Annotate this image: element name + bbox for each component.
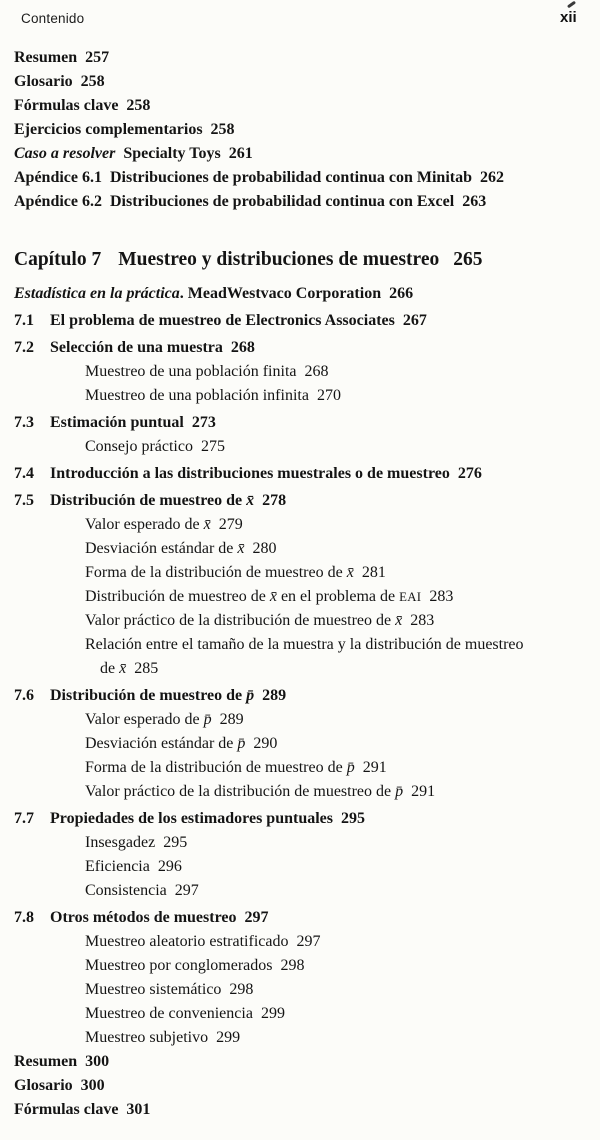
toc-entry-title: Eficiencia xyxy=(85,858,150,875)
toc-entry-page-number: 295 xyxy=(163,834,188,851)
toc-entry-number: 7.5 xyxy=(14,492,34,509)
toc-entry-title: Valor esperado de p̄ xyxy=(85,711,212,728)
toc-entry-page-number: 298 xyxy=(280,957,305,974)
toc-row-sub xyxy=(14,978,596,1002)
toc-entry-page-number: 266 xyxy=(389,285,414,302)
toc-row-sub xyxy=(14,537,596,561)
toc-row-sub xyxy=(14,435,596,459)
toc-row-section xyxy=(14,309,596,333)
toc-row-sub xyxy=(14,585,596,609)
toc-row-sub xyxy=(14,930,596,954)
toc-entry-number: 7.3 xyxy=(14,414,34,431)
toc-entry-page-number: 297 xyxy=(174,882,199,899)
toc-row-sub xyxy=(14,1002,596,1026)
toc-row-sub xyxy=(14,633,596,657)
toc-entry-page-number: 273 xyxy=(191,414,216,431)
toc-row-backmatter xyxy=(14,190,596,214)
toc-entry-title: Fórmulas clave xyxy=(14,97,119,114)
toc-entry-title: Estadística en la práctica. MeadWestvaco Corporation xyxy=(14,285,382,302)
toc-row-sub xyxy=(14,360,596,384)
toc-entry-page-number: 300 xyxy=(85,1053,110,1070)
toc-row-sub xyxy=(14,732,596,756)
toc-row-sub xyxy=(14,780,596,804)
toc-entry-title: Selección de una muestra xyxy=(50,339,223,356)
toc-entry-page-number: 268 xyxy=(304,363,329,380)
toc-entry-page-number: 290 xyxy=(253,735,278,752)
toc-entry-page-number: 267 xyxy=(402,312,427,329)
toc-row-backmatter xyxy=(14,166,596,190)
toc-entry-page-number: 276 xyxy=(457,465,482,482)
toc-row-sub xyxy=(14,708,596,732)
toc-entry-title: Muestreo de una población infinita xyxy=(85,387,309,404)
toc-entry-title: Muestreo aleatorio estratificado xyxy=(85,933,289,950)
toc-row-backmatter xyxy=(14,142,596,166)
toc-row-subwrap xyxy=(14,657,596,681)
toc-row-backmatter xyxy=(14,1074,596,1098)
toc-entry-number: 7.4 xyxy=(14,465,34,482)
toc-entry-title: Desviación estándar de p̄ xyxy=(85,735,246,752)
toc-row-backmatter xyxy=(14,1050,596,1074)
toc-entry-page-number: 297 xyxy=(296,933,321,950)
toc-entry-title: Fórmulas clave xyxy=(14,1101,119,1118)
toc-entry-page-number: 295 xyxy=(341,810,365,827)
toc-entry-page-number: 296 xyxy=(157,858,182,875)
toc-entry-page-number: 297 xyxy=(244,909,269,926)
toc-row-sub xyxy=(14,561,596,585)
toc-entry-title: Propiedades de los estimadores puntuales xyxy=(50,810,333,827)
toc-entry-title: Valor práctico de la distribución de muestreo de p̄ xyxy=(85,783,404,800)
toc-row-sub xyxy=(14,513,596,537)
toc-entry-number: Capítulo 7 xyxy=(14,249,102,270)
toc-entry-page-number: 257 xyxy=(85,49,110,66)
toc-row-section xyxy=(14,336,596,360)
toc-entry-title: Caso a resolver Specialty Toys xyxy=(14,145,221,162)
toc-entry-page-number: 300 xyxy=(80,1077,105,1094)
toc-entry-title: Relación entre el tamaño de la muestra y la distribución de muestreo xyxy=(85,636,524,653)
toc-row-sub xyxy=(14,384,596,408)
toc-entry-page-number: 283 xyxy=(429,588,454,605)
toc-entry-title: Valor esperado de x̄ xyxy=(85,516,211,533)
toc-entry-title: Forma de la distribución de muestreo de p̄ xyxy=(85,759,355,776)
toc-row-backmatter xyxy=(14,94,596,118)
toc-entry-page-number: 275 xyxy=(200,438,225,455)
toc-entry-title: Apéndice 6.2 Distribuciones de probabilidad continua con Excel xyxy=(14,193,455,210)
toc-entry-page-number: 299 xyxy=(260,1005,285,1022)
toc-entry-page-number: 291 xyxy=(411,783,436,800)
toc-entry-title: Distribución de muestreo de x̄ en el problema de EAI xyxy=(85,588,422,605)
toc-entry-title: Muestreo por conglomerados xyxy=(85,957,273,974)
toc-entry-page-number: 270 xyxy=(316,387,341,404)
toc-row-sub xyxy=(14,831,596,855)
toc-row-sub xyxy=(14,609,596,633)
toc-row-practice xyxy=(14,282,596,306)
toc-entry-page-number: 283 xyxy=(410,612,435,629)
toc-entry-title: Apéndice 6.1 Distribuciones de probabilidad continua con Minitab xyxy=(14,169,472,186)
toc-entry-page-number: 301 xyxy=(126,1101,151,1118)
toc-entry-page-number: 298 xyxy=(229,981,254,998)
scan-artifact-mark xyxy=(567,1,576,9)
toc-entry-number: 7.1 xyxy=(14,312,34,329)
toc-entry-title: Muestreo sistemático xyxy=(85,981,222,998)
folio-page-number: xii xyxy=(560,9,577,26)
toc-row-sub xyxy=(14,954,596,978)
toc-entry-title: Ejercicios complementarios xyxy=(14,121,203,138)
toc-entry-title: El problema de muestreo de Electronics Associates xyxy=(50,312,395,329)
running-header-title: Contenido xyxy=(21,11,85,26)
toc-entry-number: 7.7 xyxy=(14,810,34,827)
toc-entry-page-number: 281 xyxy=(361,564,386,581)
toc-row-section xyxy=(14,906,596,930)
toc-entry-page-number: 279 xyxy=(218,516,243,533)
toc-entry-title: Consejo práctico xyxy=(85,438,193,455)
toc-row-section xyxy=(14,462,596,486)
toc-entry-page-number: 258 xyxy=(210,121,235,138)
toc-entry-title: Muestreo y distribuciones de muestreo xyxy=(118,249,440,270)
toc-row-backmatter xyxy=(14,70,596,94)
toc-entry-title: Otros métodos de muestreo xyxy=(50,909,237,926)
toc-entry-page-number: 261 xyxy=(228,145,253,162)
toc-entry-number: 7.8 xyxy=(14,909,34,926)
toc-entry-title: Resumen xyxy=(14,49,78,66)
toc-entry-page-number: 265 xyxy=(453,249,483,270)
toc-entry-title: Muestreo subjetivo xyxy=(85,1029,209,1046)
toc-entry-title: de x̄ xyxy=(100,660,127,677)
toc-entry-title: Distribución de muestreo de x̄ xyxy=(50,492,255,509)
toc-row-chapter xyxy=(14,245,596,275)
toc-entry-page-number: 278 xyxy=(262,492,287,509)
toc-entry-page-number: 299 xyxy=(216,1029,241,1046)
toc-entry-title: Insesgadez xyxy=(85,834,156,851)
toc-entry-number: 7.6 xyxy=(14,687,34,704)
toc-entry-page-number: 262 xyxy=(480,169,504,186)
toc-entry-title: Glosario xyxy=(14,73,73,90)
toc-entry-page-number: 285 xyxy=(134,660,159,677)
toc-entry-title: Valor práctico de la distribución de muestreo de x̄ xyxy=(85,612,403,629)
toc-row-backmatter xyxy=(14,1098,596,1122)
toc-row-sub xyxy=(14,855,596,879)
toc-row-section xyxy=(14,411,596,435)
toc-row-sub xyxy=(14,756,596,780)
toc-entry-title: Glosario xyxy=(14,1077,73,1094)
toc-entry-page-number: 268 xyxy=(230,339,255,356)
toc-entry-title: Consistencia xyxy=(85,882,167,899)
toc-entry-page-number: 289 xyxy=(262,687,287,704)
toc-entry-title: Distribución de muestreo de p̄ xyxy=(50,687,255,704)
toc-entry-title: Muestreo de una población finita xyxy=(85,363,297,380)
toc-entry-page-number: 258 xyxy=(126,97,151,114)
toc-entry-page-number: 291 xyxy=(362,759,387,776)
toc-entry-title: Estimación puntual xyxy=(50,414,184,431)
toc-row-backmatter xyxy=(14,46,596,70)
toc-row-section xyxy=(14,807,596,831)
toc-entry-title: Forma de la distribución de muestreo de x̄ xyxy=(85,564,354,581)
toc-entry-page-number: 263 xyxy=(462,193,487,210)
toc-row-section xyxy=(14,684,596,708)
toc-entry-title: Desviación estándar de x̄ xyxy=(85,540,245,557)
toc-row-sub xyxy=(14,879,596,903)
toc-entry-title: Resumen xyxy=(14,1053,78,1070)
toc-row-sub xyxy=(14,1026,596,1050)
toc-entry-page-number: 280 xyxy=(252,540,277,557)
toc-row-backmatter xyxy=(14,118,596,142)
toc-entry-title: Muestreo de conveniencia xyxy=(85,1005,253,1022)
toc-entry-page-number: 258 xyxy=(80,73,105,90)
toc-list xyxy=(14,46,596,1122)
toc-entry-page-number: 289 xyxy=(219,711,244,728)
toc-entry-number: 7.2 xyxy=(14,339,34,356)
toc-entry-title: Introducción a las distribuciones muestrales o de muestreo xyxy=(50,465,450,482)
toc-row-section xyxy=(14,489,596,513)
